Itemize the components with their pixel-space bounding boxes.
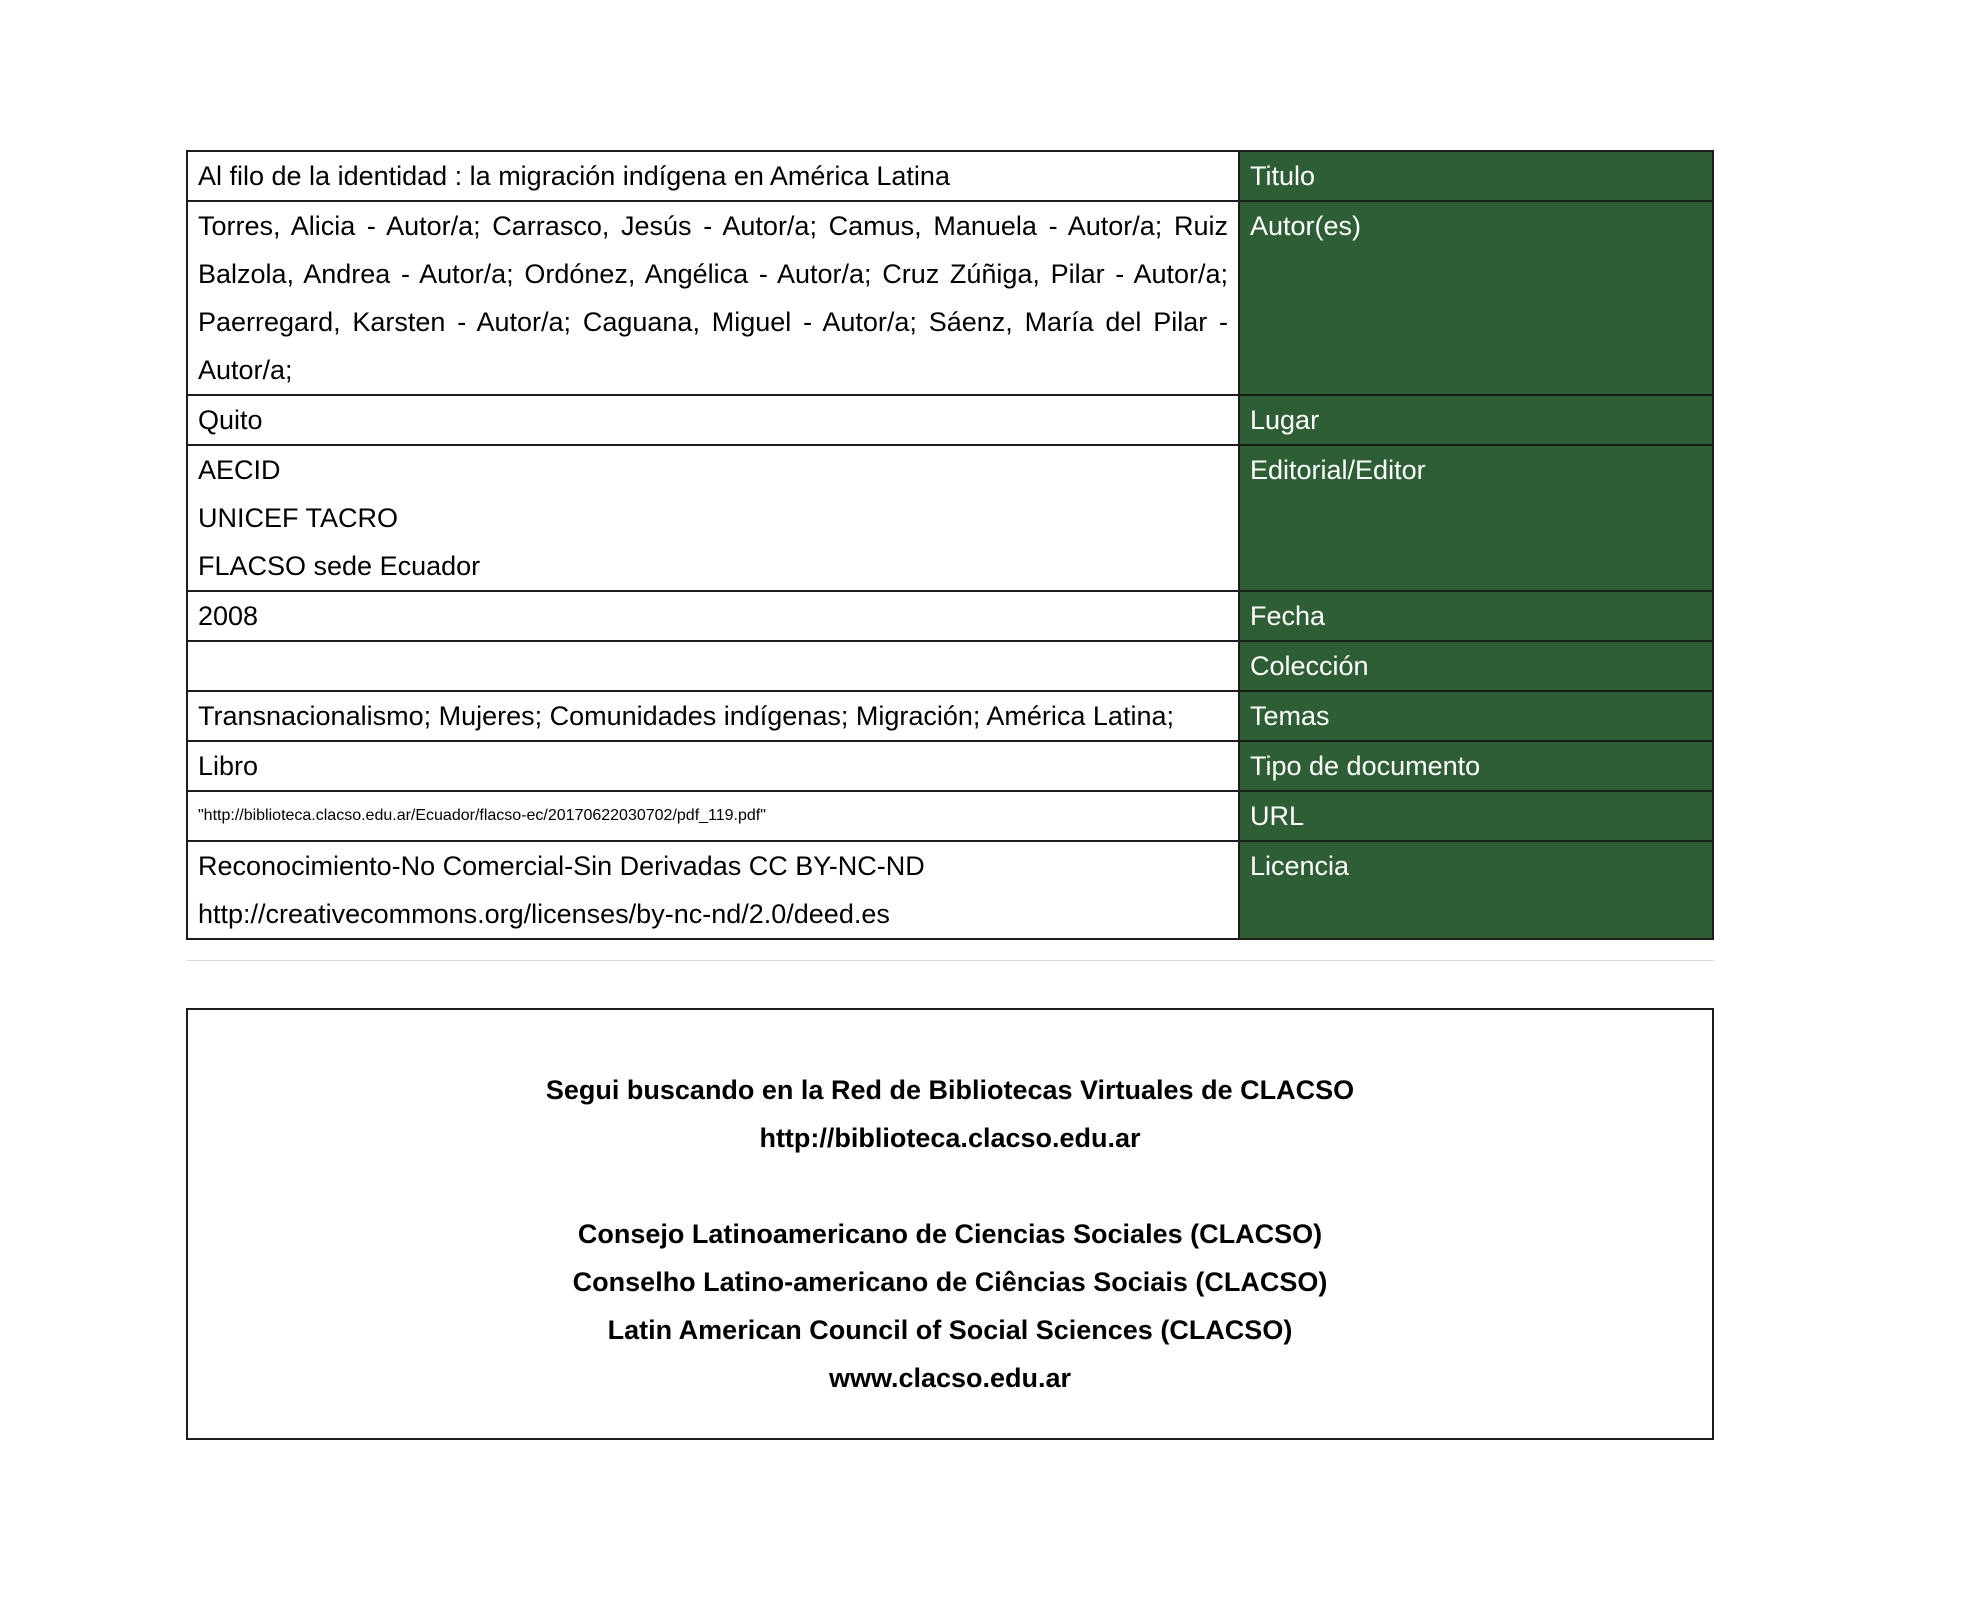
date-value: 2008: [187, 591, 1239, 641]
doc-type-label: Tipo de documento: [1239, 741, 1713, 791]
url-label: URL: [1239, 791, 1713, 841]
subjects-value: Transnacionalismo; Mujeres; Comunidades indígenas; Migración; América Latina;: [187, 691, 1239, 741]
row-subjects: [187, 691, 1713, 741]
publisher-line: AECID: [198, 455, 281, 485]
row-url: [187, 791, 1713, 841]
license-name: Reconocimiento-No Comercial-Sin Derivadas CC BY-NC-ND: [198, 851, 925, 881]
publisher-line: UNICEF TACRO: [198, 503, 399, 533]
footer-org-en: Latin American Council of Social Sciences (CLACSO): [607, 1315, 1293, 1345]
row-title: [187, 151, 1713, 201]
row-collection: [187, 641, 1713, 691]
url-link[interactable]: "http://biblioteca.clacso.edu.ar/Ecuador/flacso-ec/20170622030702/pdf_119.pdf": [187, 791, 1239, 841]
license-link[interactable]: http://creativecommons.org/licenses/by-nc-nd/2.0/deed.es: [198, 899, 890, 929]
license-label: Licencia: [1239, 841, 1713, 939]
doc-type-value: Libro: [187, 741, 1239, 791]
publisher-line: FLACSO sede Ecuador: [198, 551, 481, 581]
date-label: Fecha: [1239, 591, 1713, 641]
title-value: Al filo de la identidad : la migración indígena en América Latina: [187, 151, 1239, 201]
footer-org-es: Consejo Latinoamericano de Ciencias Sociales (CLACSO): [577, 1219, 1323, 1249]
divider: [186, 960, 1714, 961]
footer-org-pt: Conselho Latino-americano de Ciências Sociais (CLACSO): [572, 1267, 1328, 1297]
place-label: Lugar: [1239, 395, 1713, 445]
row-publisher: [187, 445, 1713, 591]
row-date: [187, 591, 1713, 641]
collection-label: Colección: [1239, 641, 1713, 691]
metadata-table: [186, 150, 1714, 940]
row-license: [187, 841, 1713, 939]
license-value: [187, 841, 1239, 939]
collection-value: [187, 641, 1239, 691]
row-authors: [187, 201, 1713, 395]
place-value: Quito: [187, 395, 1239, 445]
publisher-label: Editorial/Editor: [1239, 445, 1713, 591]
footer-search-text: Segui buscando en la Red de Bibliotecas Virtuales de CLACSO: [545, 1075, 1355, 1105]
footer-gap: [188, 1162, 1712, 1210]
row-place: [187, 395, 1713, 445]
row-doc-type: [187, 741, 1713, 791]
publisher-value: [187, 445, 1239, 591]
title-label: Titulo: [1239, 151, 1713, 201]
authors-value: Torres, Alicia - Autor/a; Carrasco, Jesús - Autor/a; Camus, Manuela - Autor/a; Ruiz Balzola, Andrea - Autor/a; Ordónez, Angélica - Autor/a; Cruz Zúñiga, Pilar - Autor/a; Paerregard, Karsten - Autor/a; Caguana, Miguel - Autor/a; Sáenz, María del Pilar - Autor/a;: [187, 201, 1239, 395]
footer-library-link[interactable]: http://biblioteca.clacso.edu.ar: [759, 1123, 1141, 1153]
footer-website-link[interactable]: www.clacso.edu.ar: [828, 1363, 1072, 1393]
authors-label: Autor(es): [1239, 201, 1713, 395]
clacso-footer-box: [186, 1008, 1714, 1440]
subjects-label: Temas: [1239, 691, 1713, 741]
